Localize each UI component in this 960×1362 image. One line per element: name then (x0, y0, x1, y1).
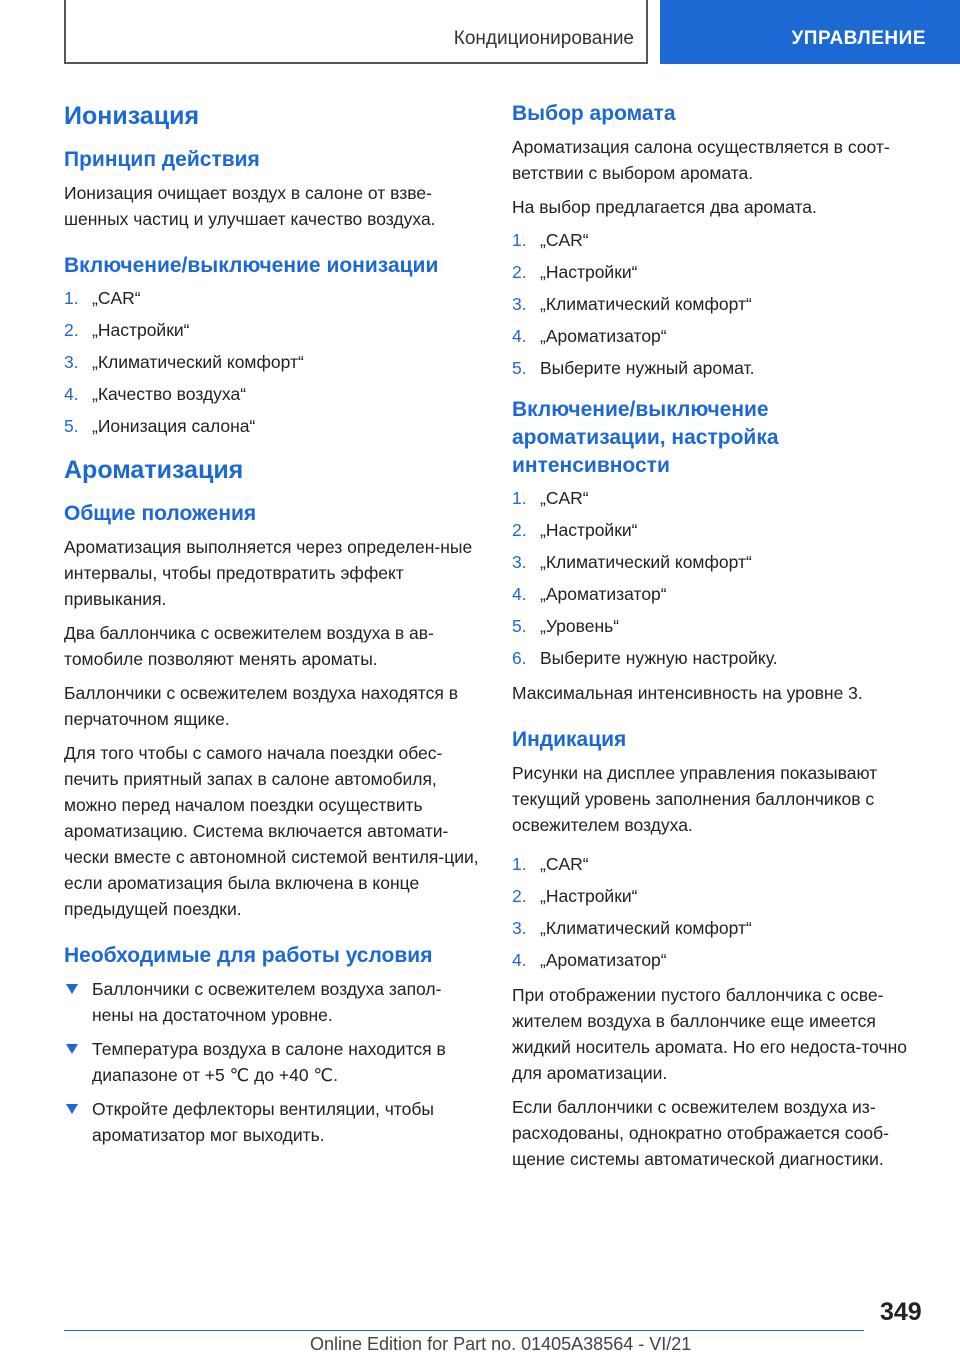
step-number: 4. (512, 950, 527, 970)
step-text: „Ароматизатор“ (540, 950, 667, 970)
step-number: 3. (64, 352, 79, 372)
step-number: 2. (512, 262, 527, 282)
step-text: „Качество воздуха“ (92, 384, 247, 404)
step-text: „Ароматизатор“ (540, 584, 667, 604)
indication-steps (512, 852, 927, 972)
step-text: „Настройки“ (92, 320, 190, 340)
list-item (512, 852, 927, 876)
list-item (512, 646, 927, 670)
step-text: „CAR“ (540, 230, 589, 250)
indication-heading: Индикация (512, 728, 627, 751)
step-number: 3. (512, 294, 527, 314)
general-paragraph-4: Для того чтобы с самого начала поездки обес-печить приятный запах в салоне автомобиля, можно перед началом поездки осуществить ароматизацию. Система включается автомати-чески вместе с автономной системой вентиля-ции, если ароматизация была включена в конце предыдущей поездки. (64, 743, 479, 919)
list-item (64, 976, 479, 1028)
step-text: „Ионизация салона“ (92, 416, 256, 436)
list-item (64, 1036, 479, 1088)
list-item (512, 550, 927, 574)
step-text: Выберите нужный аромат. (540, 358, 755, 378)
list-item (512, 916, 927, 940)
switch-ionization-heading: Включение/выключение ионизации (64, 254, 439, 277)
list-item (64, 414, 479, 438)
step-number: 1. (512, 488, 527, 508)
indication-paragraph-1: Рисунки на дисплее управления показывают текущий уровень заполнения баллончиков с освежителем воздуха. (512, 763, 878, 835)
list-item (64, 382, 479, 406)
step-number: 5. (512, 616, 527, 636)
step-number: 6. (512, 648, 527, 668)
step-number: 4. (512, 584, 527, 604)
general-heading: Общие положения (64, 502, 257, 525)
triangle-bullet-icon (66, 1044, 78, 1054)
general-paragraph-1: Ароматизация выполняется через определен-ные интервалы, чтобы предотвратить эффект привыкания. (64, 537, 473, 609)
intensity-steps (512, 486, 927, 670)
select-paragraph-1: Ароматизация салона осуществляется в соот-ветствии с выбором аромата. (512, 137, 890, 183)
step-number: 1. (512, 854, 527, 874)
aromatization-heading: Ароматизация (64, 456, 244, 484)
chapter-tab (64, 0, 648, 64)
principle-paragraph: Ионизация очищает воздух в салоне от взве-шенных частиц и улучшает качество воздуха. (64, 183, 436, 229)
list-item (512, 582, 927, 606)
step-text: „CAR“ (540, 488, 589, 508)
right-column (512, 100, 927, 1180)
list-item (512, 948, 927, 972)
select-paragraph-2: На выбор предлагается два аромата. (512, 197, 817, 217)
step-text: „Климатический комфорт“ (92, 352, 304, 372)
step-number: 3. (512, 552, 527, 572)
page-number: 349 (880, 1298, 922, 1326)
intensity-paragraph: Максимальная интенсивность на уровне 3. (512, 683, 863, 703)
list-item (512, 260, 927, 284)
step-number: 2. (512, 886, 527, 906)
list-item (512, 518, 927, 542)
list-item (512, 228, 927, 252)
list-item (512, 292, 927, 316)
indication-paragraph-2: При отображении пустого баллончика с осве-жителем воздуха в баллончике еще имеется жидкий носитель аромата. Но его недоста-точно для ароматизации. (512, 985, 908, 1083)
list-item (512, 614, 927, 638)
intensity-heading: Включение/выключение ароматизации, настройка интенсивности (512, 398, 779, 477)
list-item (64, 286, 479, 310)
step-number: 1. (64, 288, 79, 308)
step-text: „Климатический комфорт“ (540, 918, 752, 938)
step-number: 2. (512, 520, 527, 540)
step-number: 5. (64, 416, 79, 436)
step-number: 1. (512, 230, 527, 250)
footer-divider (64, 1330, 864, 1331)
condition-text: Откройте дефлекторы вентиляции, чтобы ароматизатор мог выходить. (92, 1099, 434, 1145)
step-text: „Климатический комфорт“ (540, 552, 752, 572)
step-text: „CAR“ (540, 854, 589, 874)
switch-ionization-steps (64, 286, 479, 438)
chapter-title: Кондиционирование (453, 28, 634, 49)
principle-heading: Принцип действия (64, 148, 260, 171)
step-text: „Уровень“ (540, 616, 620, 636)
section-title: УПРАВЛЕНИЕ (791, 28, 926, 49)
step-text: „Климатический комфорт“ (540, 294, 752, 314)
step-text: „Ароматизатор“ (540, 326, 667, 346)
list-item (512, 884, 927, 908)
step-text: „Настройки“ (540, 520, 638, 540)
general-paragraph-2: Два баллончика с освежителем воздуха в ав-томобиле позволяют менять ароматы. (64, 623, 434, 669)
left-column (64, 100, 479, 1158)
section-tab (660, 0, 960, 64)
step-text: Выберите нужную настройку. (540, 648, 778, 668)
step-number: 3. (512, 918, 527, 938)
step-text: „Настройки“ (540, 262, 638, 282)
list-item (64, 318, 479, 342)
select-aroma-steps (512, 228, 927, 380)
select-aroma-heading: Выбор аромата (512, 102, 676, 125)
step-number: 4. (512, 326, 527, 346)
ionization-heading: Ионизация (64, 102, 200, 130)
step-text: „Настройки“ (540, 886, 638, 906)
list-item (512, 486, 927, 510)
triangle-bullet-icon (66, 1104, 78, 1114)
step-number: 5. (512, 358, 527, 378)
list-item (64, 1096, 479, 1148)
list-item (512, 324, 927, 348)
list-item (512, 356, 927, 380)
step-number: 2. (64, 320, 79, 340)
general-paragraph-3: Баллончики с освежителем воздуха находятся в перчаточном ящике. (64, 683, 459, 729)
condition-text: Баллончики с освежителем воздуха запол-нены на достаточном уровне. (92, 979, 442, 1025)
step-number: 4. (64, 384, 79, 404)
conditions-list (64, 976, 479, 1148)
condition-text: Температура воздуха в салоне находится в диапазоне от +5 ℃ до +40 ℃. (92, 1039, 446, 1085)
footer-edition: Online Edition for Part no. 01405A38564 - VI/21 (310, 1334, 692, 1354)
indication-paragraph-3: Если баллончики с освежителем воздуха из-расходованы, однократно отображается сооб-щение системы автоматической диагностики. (512, 1097, 889, 1169)
step-text: „CAR“ (92, 288, 141, 308)
list-item (64, 350, 479, 374)
triangle-bullet-icon (66, 984, 78, 994)
conditions-heading: Необходимые для работы условия (64, 944, 433, 967)
